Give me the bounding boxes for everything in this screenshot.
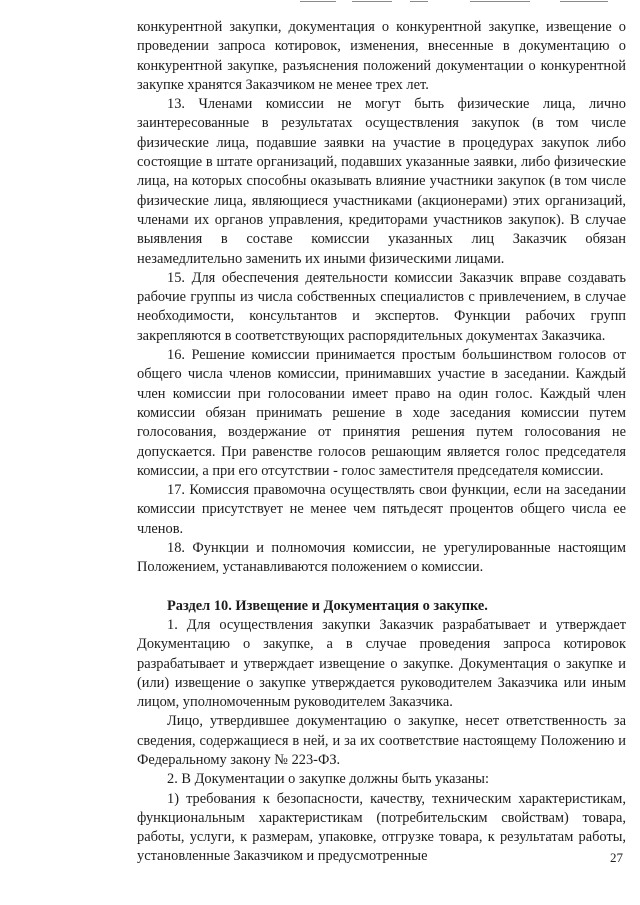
section-10-paragraph-1: 1. Для осуществления закупки Заказчик разрабатывает и утверждает Документацию о закупке, а в случае проведения запроса котировок разрабатывает и утверждает извещение о закупке. Документация о закупке и (или) извещение о закупке утверждается руководителем Заказчика или иным лицом, уполномоченным руководителем Заказчика. xyxy=(137,616,626,711)
paragraph-13: 13. Членами комиссии не могут быть физические лица, лично заинтересованные в результатах осуществления закупок (в том числе физические лица, подавшие заявки на участие в процедурах закупок либо состоящие в штате организаций, подавших указанные заявки, либо физические лица, на которых способны оказывать влияние участники закупок (в том числе физические лица, являющиеся участниками (акционерами) этих организаций, членами их органов управления, кредиторами участников закупок). В случае выявления в составе комиссии указанных лиц Заказчик обязан незамедлительно заменить их иными физическими лицами. xyxy=(137,96,626,267)
paragraph-17: 17. Комиссия правомочна осуществлять свои функции, если на заседании комиссии присутствует не менее чем пятьдесят процентов общего числа ее членов. xyxy=(137,482,626,537)
section-10-paragraph-responsibility: Лицо, утвердившее документацию о закупке, несет ответственность за сведения, содержащиеся в ней, и за их соответствие настоящему Положению и Федеральному закону № 223-ФЗ. xyxy=(137,713,626,768)
document-body xyxy=(137,18,626,867)
scan-edge-marks xyxy=(0,0,640,6)
paragraph-15: 15. Для обеспечения деятельности комиссии Заказчик вправе создавать рабочие группы из числа собственных специалистов с привлечением, в случае необходимости, консультантов и экспертов. Функции рабочих групп закрепляются в соответствующих распорядительных документах Заказчика. xyxy=(137,269,626,344)
paragraph-continued: конкурентной закупки, документация о конкурентной закупке, извещение о проведении запроса котировок, изменения, внесенные в документацию о конкурентной закупке, разъяснения положений документации о конкурентной закупке хранятся Заказчиком не менее трех лет. xyxy=(137,19,626,93)
section-heading: Раздел 10. Извещение и Документация о закупке. xyxy=(167,597,488,614)
paragraph-16: 16. Решение комиссии принимается простым большинством голосов от общего числа членов комиссии, принимавших участие в заседании. Каждый член комиссии при голосовании имеет право на один голос. Каждый член комиссии обязан принимать решение в ходе заседания комиссии путем голосования, воздержание от принятия решения путем голосования не допускается. При равенстве голосов решающим является голос председателя комиссии, а при его отсутствии - голос заместителя председателя комиссии. xyxy=(137,347,626,479)
paragraph-18: 18. Функции и полномочия комиссии, не урегулированные настоящим Положением, устанавливаются положением о комиссии. xyxy=(137,540,626,576)
section-10-item-1: 1) требования к безопасности, качеству, техническим характеристикам, функциональным характеристикам (потребительским свойствам) товара, работы, услуги, к размерам, упаковке, отгрузке товара, к результатам работы, установленные Заказчиком и предусмотренные xyxy=(137,790,626,865)
section-10-paragraph-2: 2. В Документации о закупке должны быть указаны: xyxy=(167,771,489,788)
page-number: 27 xyxy=(610,850,623,865)
